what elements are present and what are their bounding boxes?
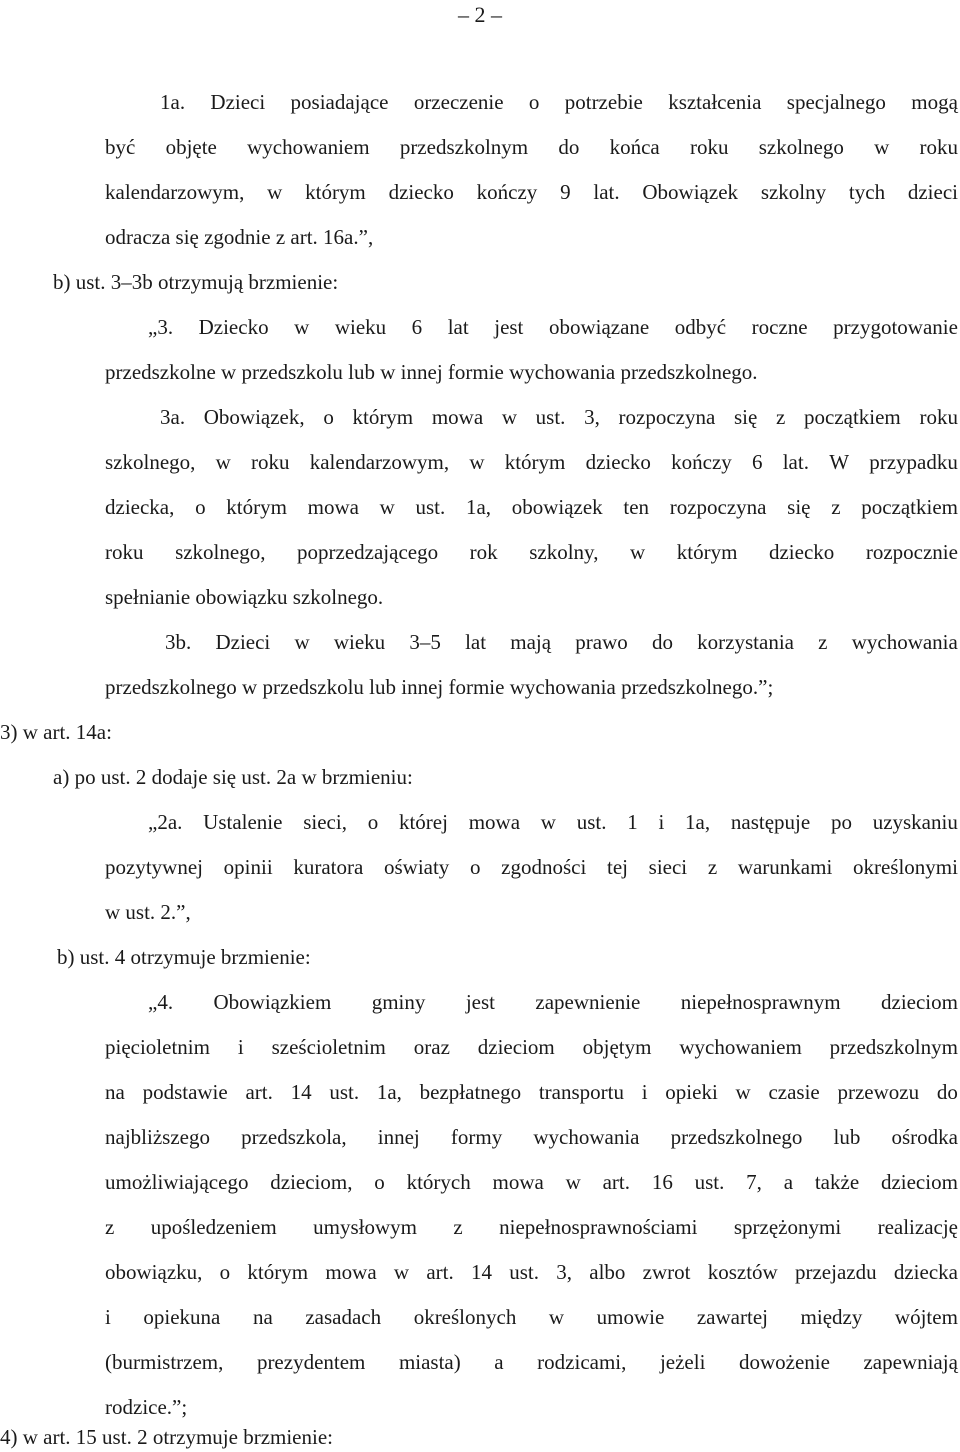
word: o <box>367 810 379 834</box>
word: następuje <box>730 810 811 834</box>
word: do <box>558 135 580 159</box>
word: na <box>105 1080 125 1104</box>
word: art. <box>426 1260 454 1284</box>
word: art. <box>602 1170 631 1194</box>
word: odbyć <box>674 315 727 339</box>
word: jest <box>465 990 495 1014</box>
word: z <box>707 855 718 879</box>
word: mowa <box>492 1170 544 1194</box>
word: rozpoczyna <box>669 495 767 519</box>
word: 14 <box>470 1260 492 1284</box>
word: 1a, <box>685 810 711 834</box>
word: W <box>829 450 850 474</box>
word: rok <box>469 540 498 564</box>
word: lat. <box>593 180 620 204</box>
word: ten <box>623 495 650 519</box>
word: w <box>393 1260 410 1284</box>
word: zgodności <box>501 855 587 879</box>
word: zapewnienie <box>535 990 641 1014</box>
word: z <box>818 630 828 654</box>
word: 6 <box>411 315 423 339</box>
word: posiadające <box>290 90 389 114</box>
word: mowa <box>307 495 359 519</box>
word: dzieciom <box>880 1170 958 1194</box>
word: o <box>469 855 481 879</box>
word: bezpłatnego <box>419 1080 522 1104</box>
word: którym <box>226 495 287 519</box>
word: zapewniają <box>863 1350 958 1374</box>
word: objętym <box>582 1035 652 1059</box>
word: szkolny, <box>529 540 599 564</box>
word: 3b. <box>165 630 192 654</box>
word: miasta) <box>398 1350 461 1374</box>
text-line: przedszkolnego w przedszkolu lub innej formie wychowania przedszkolnego.”; <box>105 675 774 699</box>
word: ust. <box>329 1080 360 1104</box>
word: o <box>528 90 540 114</box>
word: ośrodka <box>891 1125 958 1149</box>
word: dziecko <box>388 180 454 204</box>
text-line <box>105 1170 958 1194</box>
word: kuratora <box>293 855 364 879</box>
word: roku <box>919 405 958 429</box>
word: opieki <box>665 1080 718 1104</box>
word: sześcioletnim <box>271 1035 386 1059</box>
word: szkolny <box>760 180 827 204</box>
word: uzyskaniu <box>872 810 958 834</box>
word: mogą <box>911 90 958 114</box>
word: obowiązane <box>548 315 650 339</box>
word: i <box>641 1080 648 1104</box>
word: w <box>267 180 283 204</box>
word: o <box>219 1260 231 1284</box>
word: 3, <box>584 405 600 429</box>
word: lat <box>447 315 469 339</box>
text-line <box>148 315 958 339</box>
word: ust. <box>509 1260 539 1284</box>
word: o <box>323 405 334 429</box>
word: umożliwiającego <box>105 1170 249 1194</box>
text-line: b) ust. 4 otrzymuje brzmienie: <box>57 945 311 969</box>
word: dziecko <box>768 540 835 564</box>
word: dowożenie <box>738 1350 830 1374</box>
word: 3–5 <box>409 630 441 654</box>
word: po <box>830 810 852 834</box>
text-line <box>105 1215 958 1239</box>
word: oraz <box>413 1035 450 1059</box>
text-line <box>165 630 958 654</box>
word: której <box>398 810 448 834</box>
word: kończy <box>671 450 732 474</box>
word: a <box>494 1350 504 1374</box>
word: albo <box>589 1260 626 1284</box>
word: w <box>540 810 556 834</box>
word: ust. <box>694 1170 725 1194</box>
word: opiekuna <box>143 1305 221 1329</box>
word: oświaty <box>383 855 450 879</box>
text-line <box>105 135 958 159</box>
word: końca <box>609 135 660 159</box>
word: (burmistrzem, <box>105 1350 224 1374</box>
word: w <box>565 1170 581 1194</box>
word: roku <box>105 540 144 564</box>
word: kończy <box>476 180 538 204</box>
word: mowa <box>431 405 484 429</box>
text-line <box>148 990 958 1014</box>
word: 1a, <box>376 1080 402 1104</box>
word: zasadach <box>305 1305 382 1329</box>
word: obowiązku, <box>105 1260 203 1284</box>
text-line <box>105 180 958 204</box>
word: w <box>379 495 395 519</box>
word: kalendarzowym, <box>309 450 450 474</box>
word: 16 <box>651 1170 673 1194</box>
word: podstawie <box>142 1080 228 1104</box>
word: w <box>501 405 517 429</box>
text-line <box>105 1260 958 1284</box>
word: sieci, <box>303 810 347 834</box>
word: dziecka <box>893 1260 958 1284</box>
word: którym <box>352 405 414 429</box>
word: w <box>874 135 890 159</box>
page-number: – 2 – <box>458 2 502 27</box>
word: warunkami <box>737 855 833 879</box>
text-line: b) ust. 3–3b otrzymują brzmienie: <box>53 270 339 294</box>
word: 7, <box>746 1170 762 1194</box>
text-line: 4) w art. 15 ust. 2 otrzymuje brzmienie: <box>0 1425 333 1449</box>
word: niepełnosprawnościami <box>499 1215 698 1239</box>
word: roku <box>689 135 729 159</box>
word: mają <box>510 630 552 654</box>
word: ust. <box>415 495 446 519</box>
text-line <box>148 810 958 834</box>
word: którym <box>504 450 566 474</box>
word: tych <box>848 180 886 204</box>
word: „2a. <box>148 810 183 834</box>
word: szkolnego, <box>175 540 266 564</box>
word: rozpocznie <box>865 540 958 564</box>
word: na <box>252 1305 273 1329</box>
word: z <box>453 1215 463 1239</box>
word: początkiem <box>861 495 958 519</box>
word: przedszkola, <box>241 1125 347 1149</box>
word: z <box>775 405 786 429</box>
word: 1 <box>627 810 638 834</box>
word: 3, <box>556 1260 572 1284</box>
word: 6 <box>752 450 763 474</box>
text-line <box>160 405 958 429</box>
word: innej <box>377 1125 420 1149</box>
text-line <box>105 1125 958 1149</box>
text-line <box>105 855 958 879</box>
word: objęte <box>165 135 217 159</box>
word: sieci <box>648 855 688 879</box>
text-line: 3) w art. 14a: <box>0 720 112 744</box>
word: do <box>651 630 673 654</box>
word: którym <box>247 1260 309 1284</box>
word: i <box>237 1035 244 1059</box>
word: 3a. <box>160 405 186 429</box>
word: kształcenia <box>668 90 762 114</box>
word: upośledzeniem <box>150 1215 277 1239</box>
word: Dziecko <box>198 315 269 339</box>
word: transportu <box>538 1080 624 1104</box>
word: przedszkolnym <box>829 1035 958 1059</box>
word: rozpoczyna <box>618 405 716 429</box>
word: lat <box>465 630 487 654</box>
word: którym <box>676 540 738 564</box>
word: określonych <box>413 1305 517 1329</box>
word: roku <box>919 135 958 159</box>
word: Ustalenie <box>203 810 283 834</box>
word: Dzieci <box>215 630 271 654</box>
word: przygotowanie <box>833 315 958 339</box>
word: najbliższego <box>105 1125 210 1149</box>
word: przedszkolnego <box>670 1125 803 1149</box>
text-line <box>160 90 958 114</box>
word: sprzężonymi <box>733 1215 842 1239</box>
word: czasie <box>768 1080 820 1104</box>
word: roku <box>251 450 290 474</box>
text-line: w ust. 2.”, <box>105 900 191 924</box>
word: poprzedzającego <box>297 540 439 564</box>
text-line: przedszkolne w przedszkolu lub w innej formie wychowania przedszkolnego. <box>105 360 758 384</box>
word: orzeczenie <box>413 90 504 114</box>
word: dzieci <box>907 180 958 204</box>
word: wieku <box>334 315 387 339</box>
text-line: odracza się zgodnie z art. 16a.”, <box>105 225 374 249</box>
word: 14 <box>290 1080 312 1104</box>
word: realizację <box>877 1215 958 1239</box>
word: Obowiązek, <box>203 405 305 429</box>
word: mowa <box>468 810 521 834</box>
word: być <box>105 135 136 159</box>
text-line <box>105 450 958 474</box>
word: szkolnego, <box>105 450 196 474</box>
word: w <box>294 315 310 339</box>
word: w <box>630 540 646 564</box>
text-line <box>105 1305 958 1329</box>
word: przypadku <box>869 450 958 474</box>
word: ust. <box>576 810 607 834</box>
word: w <box>548 1305 565 1329</box>
word: szkolnego <box>758 135 844 159</box>
word: którym <box>305 180 366 204</box>
word: i <box>658 810 665 834</box>
text-line <box>105 1035 958 1059</box>
word: przejazdu <box>794 1260 877 1284</box>
word: wójtem <box>894 1305 958 1329</box>
word: korzystania <box>697 630 794 654</box>
word: się <box>787 495 811 519</box>
word: prezydentem <box>256 1350 366 1374</box>
word: prawo <box>575 630 628 654</box>
word: wychowaniem <box>247 135 370 159</box>
word: wieku <box>333 630 386 654</box>
word: a <box>783 1170 794 1194</box>
text-line <box>105 540 958 564</box>
word: potrzebie <box>564 90 643 114</box>
word: niepełnosprawnym <box>680 990 841 1014</box>
word: roczne <box>751 315 808 339</box>
word: obowiązek <box>511 495 603 519</box>
word: wychowaniem <box>679 1035 802 1059</box>
word: pięcioletnim <box>105 1035 210 1059</box>
word: Dzieci <box>210 90 266 114</box>
word: w <box>735 1080 751 1104</box>
text-line <box>105 1080 958 1104</box>
word: ust. <box>535 405 566 429</box>
word: o <box>195 495 206 519</box>
word: z <box>831 495 841 519</box>
word: rodzicami, <box>537 1350 627 1374</box>
word: przewozu <box>837 1080 920 1104</box>
word: 1a. <box>160 90 186 114</box>
word: określonymi <box>852 855 958 879</box>
word: się <box>733 405 758 429</box>
word: jest <box>494 315 524 339</box>
word: mowa <box>325 1260 377 1284</box>
word: tej <box>606 855 628 879</box>
word: „3. <box>148 315 174 339</box>
word: gminy <box>371 990 426 1014</box>
word: Obowiązek <box>642 180 739 204</box>
text-line <box>105 1350 958 1374</box>
word: przedszkolnym <box>399 135 529 159</box>
word: także <box>814 1170 860 1194</box>
word: 1a, <box>465 495 492 519</box>
word: jeżeli <box>659 1350 706 1374</box>
word: dziecko <box>585 450 651 474</box>
word: do <box>936 1080 958 1104</box>
word: i <box>105 1305 111 1329</box>
word: zawartej <box>696 1305 768 1329</box>
word: kalendarzowym, <box>105 180 245 204</box>
word: kosztów <box>707 1260 778 1284</box>
word: lub <box>833 1125 861 1149</box>
word: 9 <box>560 180 571 204</box>
word: dzieciom <box>477 1035 555 1059</box>
word: pozytywnej <box>105 855 203 879</box>
word: których <box>406 1170 471 1194</box>
word: lat. <box>782 450 809 474</box>
word: o <box>374 1170 385 1194</box>
word: między <box>800 1305 863 1329</box>
word: Obowiązkiem <box>213 990 332 1014</box>
word: dzieciom, <box>270 1170 353 1194</box>
text-line: spełnianie obowiązku szkolnego. <box>105 585 384 609</box>
word: początkiem <box>803 405 901 429</box>
word: art. <box>245 1080 273 1104</box>
word: w <box>469 450 485 474</box>
word: wychowania <box>851 630 958 654</box>
word: specjalnego <box>786 90 886 114</box>
word: z <box>105 1215 115 1239</box>
text-line: rodzice.”; <box>105 1395 188 1419</box>
word: dzieciom <box>881 990 958 1014</box>
word: wychowania <box>533 1125 640 1149</box>
word: umysłowym <box>313 1215 417 1239</box>
word: formy <box>450 1125 503 1149</box>
word: umowie <box>596 1305 665 1329</box>
text-line: a) po ust. 2 dodaje się ust. 2a w brzmieniu: <box>53 765 413 789</box>
word: opinii <box>223 855 273 879</box>
word: w <box>215 450 231 474</box>
word: dziecka, <box>105 495 175 519</box>
word: zwrot <box>642 1260 691 1284</box>
word: w <box>294 630 310 654</box>
text-line <box>105 495 958 519</box>
word: „4. <box>148 990 174 1014</box>
